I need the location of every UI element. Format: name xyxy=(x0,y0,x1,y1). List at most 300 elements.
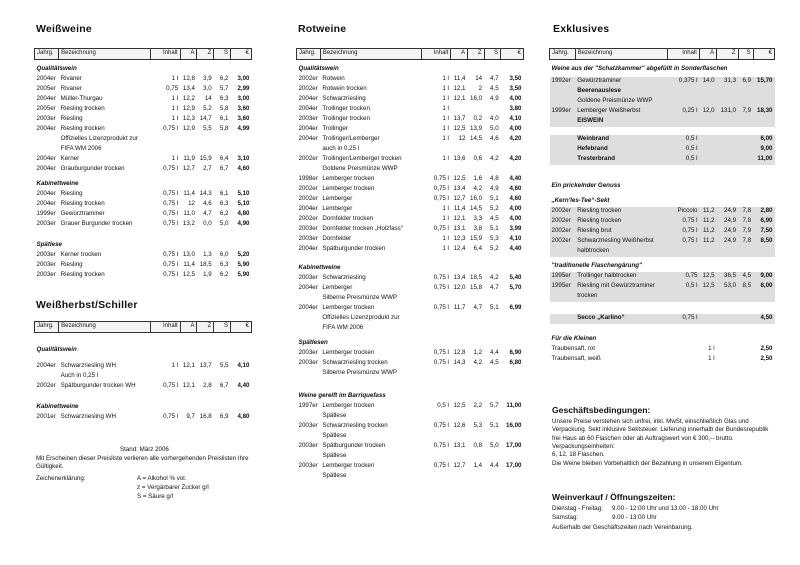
subline-cell: Beerenauslese xyxy=(577,87,621,94)
saeure-cell: 5,0 xyxy=(490,442,499,449)
preis-cell: 4,00 xyxy=(509,95,522,102)
section-heading-row xyxy=(35,60,252,76)
inhalt-cell: 0,75 l xyxy=(433,175,449,182)
alkohol-cell: 12,7 xyxy=(453,462,466,469)
empty-cell xyxy=(35,145,59,155)
header-preis-cell: € xyxy=(501,49,524,60)
inhalt-cell: 0,75 l xyxy=(163,413,179,420)
table-row xyxy=(297,422,524,432)
saeure-cell: 5,7 xyxy=(490,402,499,409)
saeure-cell: 5,2 xyxy=(490,205,499,212)
table-row xyxy=(35,200,252,210)
saeure-cell: 4,8 xyxy=(490,175,499,182)
preis-cell: 3,60 xyxy=(237,115,250,122)
jahrgang-cell: 2002er xyxy=(298,195,318,202)
bezeichnung-cell: Schwarzriesling xyxy=(322,95,366,102)
jahrgang-cell: 2004er xyxy=(36,155,56,162)
alkohol-cell: 9,7 xyxy=(186,413,195,420)
saeure-cell: 8,5 xyxy=(742,282,752,289)
preis-cell: 9,00 xyxy=(760,145,773,152)
inhalt-cell: 0,75 l xyxy=(433,349,449,356)
header-alkohol-cell: A xyxy=(699,49,716,60)
bezeichnung-cell: Schwarzriesling WH xyxy=(60,413,116,420)
alkohol-cell: 12,6 xyxy=(453,422,466,429)
saeure-cell: 7,8 xyxy=(742,237,752,244)
alkohol-cell: 13,2 xyxy=(182,220,195,227)
empty-cell xyxy=(550,314,576,324)
saeure-cell: 6,3 xyxy=(219,200,229,207)
table-row xyxy=(550,117,775,127)
table-row xyxy=(35,105,252,115)
alkohol-cell: 11,4 xyxy=(453,75,466,82)
saeure-cell: 5,3 xyxy=(490,235,499,242)
saeure-cell: 6,2 xyxy=(219,75,229,82)
gb-title: Geschäftsbedingungen: xyxy=(552,405,651,415)
empty-cell xyxy=(297,472,321,482)
bezeichnung-cell: Trollinger trocken xyxy=(322,115,370,122)
jahrgang-cell: 2002er xyxy=(551,217,571,224)
saeure-cell: 7,9 xyxy=(742,227,752,234)
inhalt-cell: 0,25 l xyxy=(682,107,698,114)
bezeichnung-cell: Riesling trocken xyxy=(577,217,622,224)
section-barrique: Weine gereift im Barriquefass xyxy=(298,392,386,399)
bezeichnung-cell: Spätburgunder trocken WH xyxy=(60,382,136,389)
empty-cell xyxy=(297,165,321,175)
section-prickelnd: Ein prickelnder Genuss xyxy=(551,182,621,189)
alkohol-cell: 13,4 xyxy=(453,185,466,192)
zucker-cell: 4,2 xyxy=(473,359,483,366)
section-heading-row xyxy=(297,387,524,402)
bezeichnung-cell: Spätburgunder trocken xyxy=(322,245,386,252)
preis-cell: 4,90 xyxy=(237,220,250,227)
jahrgang-cell: 1997er xyxy=(298,402,318,409)
zucker-cell: 18,5 xyxy=(199,261,212,268)
preis-cell: 11,00 xyxy=(506,402,522,409)
saeure-cell: 5,7 xyxy=(219,85,229,92)
gb-text xyxy=(552,418,782,468)
jahrgang-cell: 1992er xyxy=(551,77,571,84)
bezeichnung-cell: Riesling trocken xyxy=(60,105,105,112)
table-row xyxy=(297,165,524,175)
preis-cell: 6,00 xyxy=(760,135,773,142)
table-row xyxy=(297,245,524,255)
inhalt-cell: 0,75 l xyxy=(163,251,179,258)
alkohol-cell: 11,9 xyxy=(183,155,195,162)
preis-cell: 6,80 xyxy=(509,359,522,366)
preis-cell: 4,50 xyxy=(760,314,773,321)
saeure-cell: 6,3 xyxy=(219,261,229,268)
alkohol-cell: 12,5 xyxy=(702,272,715,279)
zucker-cell: 53,0 xyxy=(724,282,737,289)
subline-cell: Goldene Preismünze WWP xyxy=(322,165,398,172)
inhalt-cell: 0,5 l xyxy=(437,402,449,409)
inhalt-cell: 0,5 l xyxy=(685,135,698,142)
empty-cell xyxy=(699,314,753,324)
bezeichnung-cell: Riesling xyxy=(60,115,83,122)
subline-cell: Offizielles Lizenzprodukt zur xyxy=(322,314,400,321)
bezeichnung-cell: Müller-Thurgau xyxy=(60,95,103,102)
alkohol-cell: 12,0 xyxy=(453,284,466,291)
zucker-cell xyxy=(468,105,485,115)
bezeichnung-cell: Trollinger/Lemberger trocken xyxy=(322,155,402,162)
alkohol-cell: 12,7 xyxy=(182,165,195,172)
table-row xyxy=(35,220,252,230)
alkohol-cell: 12,1 xyxy=(453,85,466,92)
preis-cell: 2,80 xyxy=(760,207,773,214)
bezeichnung-cell: Gewürztraminer xyxy=(60,210,105,217)
alkohol-cell: 13,0 xyxy=(182,251,195,258)
preis-cell: 4,40 xyxy=(237,382,250,389)
table-row xyxy=(35,271,252,281)
bezeichnung-cell: Riesling mit Gewürztraminer xyxy=(577,282,655,289)
weissweine-table xyxy=(34,48,252,281)
jahrgang-cell: 2003er xyxy=(298,115,318,122)
table-row xyxy=(550,165,775,177)
jahrgang-cell: 2004er xyxy=(298,105,318,112)
table-row xyxy=(297,294,524,304)
section-qualitaetswein: Qualitätswein xyxy=(298,65,339,72)
alkohol-cell: 11,7 xyxy=(453,304,466,311)
subline-cell: Spätlese xyxy=(322,412,347,419)
secco-name: Secco „Karlino“ xyxy=(577,314,625,321)
alkohol-cell: 12,1 xyxy=(182,382,195,389)
weissherbst-table xyxy=(34,321,252,423)
table-row xyxy=(297,135,524,145)
subline-cell: Silberne Preismünze WWP xyxy=(322,369,397,376)
saft-name: Traubensaft, rot xyxy=(551,345,595,352)
alkohol-cell: 14,3 xyxy=(453,359,466,366)
vk-hours1: 9.00 - 12:00 Uhr und 13.00 - 18.00 Uhr xyxy=(612,505,719,512)
table-row xyxy=(550,355,775,365)
zucker-cell: 16,0 xyxy=(470,195,483,202)
zucker-cell: 15,8 xyxy=(470,284,483,291)
bezeichnung-cell: Dornfelder trocken „Holzfass“ xyxy=(322,225,403,232)
brand-name: Tresterbrand xyxy=(577,155,616,162)
bezeichnung-cell: Kerner xyxy=(60,155,80,162)
saeure-cell: 5,5 xyxy=(219,362,229,369)
preis-cell: 4,00 xyxy=(509,125,522,132)
jahrgang-cell: 2002er xyxy=(298,85,318,92)
inhalt-cell: 0,75 l xyxy=(163,190,179,197)
saeure-cell: 4,9 xyxy=(490,185,499,192)
zucker-cell: 13,9 xyxy=(470,125,483,132)
bezeichnung-cell: Riesling xyxy=(60,190,83,197)
table-row xyxy=(550,272,775,282)
table-row xyxy=(297,314,524,324)
bezeichnung-cell: Grauer Burgunder trocken xyxy=(60,220,133,227)
gb-line: Verpackungseinheiten: xyxy=(552,443,615,451)
zucker-cell: 131,0 xyxy=(720,107,737,114)
spacer xyxy=(297,379,524,387)
zucker-cell: 4,7 xyxy=(203,210,212,217)
brand-name: Hefebrand xyxy=(577,145,608,152)
table-row xyxy=(297,369,524,379)
table-row xyxy=(297,195,524,205)
table-row xyxy=(297,472,524,482)
vk-title: Weinverkauf / Öffnungszeiten: xyxy=(552,492,676,502)
preis-cell: 15,70 xyxy=(757,77,773,84)
jahrgang-cell: 1995er xyxy=(551,272,571,279)
inhalt-cell: 0,75 l xyxy=(163,165,179,172)
saeure-cell: 4,7 xyxy=(490,75,499,82)
section-spaetlesen: Spätlesen xyxy=(298,339,328,346)
preis-cell: 4,20 xyxy=(509,135,522,142)
header-inhalt-cell: Inhalt xyxy=(151,49,180,60)
inhalt-cell: 0,75 l xyxy=(163,125,179,132)
table-row xyxy=(35,362,252,372)
saeure-cell: 5,1 xyxy=(490,225,499,232)
jahrgang-cell: 2004er xyxy=(298,125,318,132)
saeure-cell: 6,2 xyxy=(219,210,229,217)
inhalt-cell: 1 l xyxy=(171,115,179,122)
bezeichnung-cell: Schwarzriesling WH xyxy=(60,362,116,369)
jahrgang-cell: 2005er xyxy=(36,105,56,112)
header-bezeichnung-cell: Bezeichnung xyxy=(59,322,151,333)
zucker-cell: 5,3 xyxy=(473,422,483,429)
alkohol-cell: 12,5 xyxy=(453,402,466,409)
table-row xyxy=(550,127,775,135)
preis-cell: 5,90 xyxy=(237,261,250,268)
zucker-cell: 15,9 xyxy=(470,235,483,242)
preis-cell: 17,00 xyxy=(506,462,522,469)
exklusives-table xyxy=(549,48,775,365)
subline-cell: Spätlese xyxy=(322,472,347,479)
table-row xyxy=(297,412,524,422)
zucker-cell: 5,2 xyxy=(203,105,212,112)
zucker-cell: 15,9 xyxy=(199,155,212,162)
jahrgang-cell: 1995er xyxy=(551,282,571,289)
vk-hours2: 9.00 - 13:00 Uhr xyxy=(612,514,657,521)
zucker-cell: 3,9 xyxy=(203,75,212,82)
section-heading-row xyxy=(550,177,775,192)
jahrgang-cell: 2004er xyxy=(298,95,318,102)
zucker-cell: 4,6 xyxy=(203,200,212,207)
empty-cell xyxy=(717,355,753,365)
preis-cell: 4,40 xyxy=(509,245,522,252)
table-row xyxy=(550,237,775,247)
table-row xyxy=(297,402,524,412)
preis-cell: 4,60 xyxy=(237,165,250,172)
title-rotweine: Rotweine xyxy=(298,23,347,35)
empty-cell xyxy=(297,324,321,334)
table-row xyxy=(297,379,524,387)
saeure-cell: 4,7 xyxy=(490,284,499,291)
inhalt-cell: 1 l xyxy=(442,85,449,92)
preis-cell: 4,10 xyxy=(509,235,522,242)
saeure-cell: 6,9 xyxy=(742,77,752,84)
alkohol-cell: 12,1 xyxy=(182,362,195,369)
preis-cell: 3,60 xyxy=(237,105,250,112)
header-jahrgang-cell: Jahrg. xyxy=(35,49,59,60)
table-row xyxy=(297,359,524,369)
empty-cell xyxy=(699,135,753,145)
inhalt-cell: 0,5 l xyxy=(685,155,698,162)
preis-cell: 2,50 xyxy=(760,345,773,352)
table-row xyxy=(550,282,775,292)
zucker-cell: 14,5 xyxy=(470,205,483,212)
empty-cell xyxy=(297,412,321,422)
zucker-cell: 13,7 xyxy=(199,362,212,369)
empty-cell xyxy=(699,145,753,155)
bezeichnung-cell: Riesling trocken xyxy=(577,207,622,214)
header-preis-cell: € xyxy=(231,322,252,333)
empty-cell xyxy=(550,135,576,145)
saeure-cell: 6,9 xyxy=(219,413,229,420)
inhalt-cell: 0,75 l xyxy=(433,284,449,291)
bezeichnung-cell: Riesling xyxy=(60,261,83,268)
header-bezeichnung-cell: Bezeichnung xyxy=(320,49,422,60)
brand-name: Weinbrand xyxy=(577,135,610,142)
jahrgang-cell: 2003er xyxy=(36,251,56,258)
alkohol-cell: 12,5 xyxy=(182,271,195,278)
bezeichnung-cell: Lemberger xyxy=(322,205,353,212)
table-row xyxy=(35,155,252,165)
spacer xyxy=(550,165,775,177)
zucker-cell: 4,2 xyxy=(473,185,483,192)
alkohol-cell: 12,3 xyxy=(182,115,195,122)
jahrgang-cell: 2002er xyxy=(298,185,318,192)
section-heading-row xyxy=(35,341,252,356)
inhalt-cell: 1 l xyxy=(708,355,715,362)
jahrgang-cell: 2004er xyxy=(298,245,318,252)
empty-cell xyxy=(35,372,59,382)
section-heading-row xyxy=(297,60,524,76)
bezeichnung-cell: Riesling brut xyxy=(577,227,612,234)
jahrgang-cell: 2004er xyxy=(36,200,56,207)
jahrgang-cell: 2003er xyxy=(298,225,318,232)
zucker-cell: 24,9 xyxy=(724,237,737,244)
saeure-cell: 4,2 xyxy=(490,155,499,162)
section-qualitaetswein: Qualitätswein xyxy=(36,346,77,353)
title-weissherbst: Weißherbst/Schiller xyxy=(36,299,138,311)
zucker-cell: 14 xyxy=(475,75,483,82)
table-row xyxy=(297,432,524,442)
table-header xyxy=(297,49,524,60)
legend-z: z = Vergärbarer Zucker g/l xyxy=(137,484,209,491)
table-header xyxy=(35,322,252,333)
preis-cell: 3,00 xyxy=(237,95,250,102)
alkohol-cell: 12,4 xyxy=(453,245,466,252)
zucker-cell: 1,6 xyxy=(473,175,483,182)
inhalt-cell: 1 l xyxy=(442,105,449,112)
zucker-cell: 5,5 xyxy=(203,125,212,132)
inhalt-cell: 1 l xyxy=(171,75,179,82)
gb-line: 6, 12, 18 Flaschen. xyxy=(552,451,605,459)
zucker-cell: 24,9 xyxy=(724,227,737,234)
alkohol-cell: 13,4 xyxy=(182,85,195,92)
table-row xyxy=(35,413,252,423)
jahrgang-cell: 1998er xyxy=(298,175,318,182)
inhalt-cell: 0,75 l xyxy=(163,220,179,227)
header-alkohol-cell: A xyxy=(180,322,197,333)
table-row xyxy=(297,85,524,95)
bezeichnung-cell: Rivaner xyxy=(60,75,82,82)
jahrgang-cell: 2004er xyxy=(298,284,318,291)
jahrgang-cell: 2003er xyxy=(298,462,318,469)
zucker-cell: 24,9 xyxy=(724,207,737,214)
table-row xyxy=(550,155,775,165)
saeure-cell: 6,0 xyxy=(219,251,229,258)
gb-line: Unsere Preise verstehen sich unfrei, inkl. MwSt, einschließlich Glas und xyxy=(552,418,749,425)
stand-date: Stand: März 2006 xyxy=(120,446,169,453)
alkohol-cell: 13,1 xyxy=(453,442,466,449)
subline-cell: Spätlese xyxy=(322,432,347,439)
table-row xyxy=(297,215,524,225)
empty-cell xyxy=(297,294,321,304)
preis-cell: 3,10 xyxy=(237,155,250,162)
preis-cell: 8,50 xyxy=(760,237,773,244)
notes-line2: Gültigkeit. xyxy=(36,463,64,470)
bezeichnung-cell: Rivaner xyxy=(60,85,82,92)
header-preis-cell: € xyxy=(753,49,774,60)
inhalt-cell: 1 l xyxy=(442,125,449,132)
table-row xyxy=(550,292,775,302)
section-heading-row xyxy=(550,192,775,207)
saeure-cell: 4,5 xyxy=(490,85,499,92)
zucker-cell: 14,5 xyxy=(470,135,483,142)
empty-cell xyxy=(550,97,576,107)
header-saeure-cell: S xyxy=(214,322,231,333)
inhalt-cell: 1 l xyxy=(442,155,449,162)
header-zucker-cell: Z xyxy=(197,49,214,60)
subline-cell: Offizielles Lizenzprodukt zur xyxy=(60,135,138,142)
preis-cell: 3,00 xyxy=(237,75,250,82)
jahrgang-cell: 2003er xyxy=(36,220,56,227)
header-zucker-cell: Z xyxy=(197,322,214,333)
inhalt-cell: 1 l xyxy=(442,95,449,102)
saeure-cell: 5,8 xyxy=(219,125,229,132)
title-exklusives: Exklusives xyxy=(553,23,610,35)
table-row xyxy=(297,304,524,314)
inhalt-cell: 0,75 l xyxy=(163,200,179,207)
jahrgang-cell: 2002er xyxy=(298,155,318,162)
saeure-cell: 5,0 xyxy=(490,125,499,132)
empty-cell xyxy=(35,135,59,145)
table-row xyxy=(35,125,252,135)
section-kabinettweine: Kabinettweine xyxy=(298,264,341,271)
jahrgang-cell: 2002er xyxy=(298,215,318,222)
inhalt-cell: 0,75 l xyxy=(433,442,449,449)
inhalt-cell: 0,75 l xyxy=(433,462,449,469)
zucker-cell: 6,4 xyxy=(473,245,483,252)
gb-line: frei Haus ab 60 Flaschen oder ab Auftragswert von € 300,-- brutto. xyxy=(552,434,734,442)
table-row xyxy=(550,247,775,257)
jahrgang-cell: 2002er xyxy=(36,382,56,389)
empty-cell xyxy=(550,155,576,165)
jahrgang-cell: 2004er xyxy=(298,304,318,311)
empty-cell xyxy=(297,452,321,462)
bezeichnung-cell: Riesling trocken xyxy=(60,200,105,207)
section-heading-row xyxy=(550,257,775,272)
jahrgang-cell: 2004er xyxy=(298,205,318,212)
gb-line: Verpackung. Sekt inklusive Sektsteuer. Lieferung innerhalb der Bundesrepublik xyxy=(552,426,769,434)
table-row xyxy=(35,190,252,200)
jahrgang-cell: 2003er xyxy=(298,274,318,281)
legend-s: S = Säure g/l xyxy=(137,493,173,500)
header-jahrgang-cell: Jahrg. xyxy=(297,49,321,60)
preis-cell: 4,20 xyxy=(509,155,522,162)
table-row xyxy=(297,145,524,155)
section-kabinettweine: Kabinettweine xyxy=(36,403,79,410)
zucker-cell: 14,3 xyxy=(199,190,212,197)
preis-cell: 9,00 xyxy=(760,272,773,279)
table-row xyxy=(297,175,524,185)
vk-note: Außerhalb der Geschäftszeiten nach Vereinbarung. xyxy=(552,524,693,531)
zucker-cell: 36,5 xyxy=(724,272,737,279)
jahrgang-cell: 1999er xyxy=(36,210,56,217)
inhalt-cell: 0,75 l xyxy=(682,314,698,321)
spacer xyxy=(550,302,775,314)
